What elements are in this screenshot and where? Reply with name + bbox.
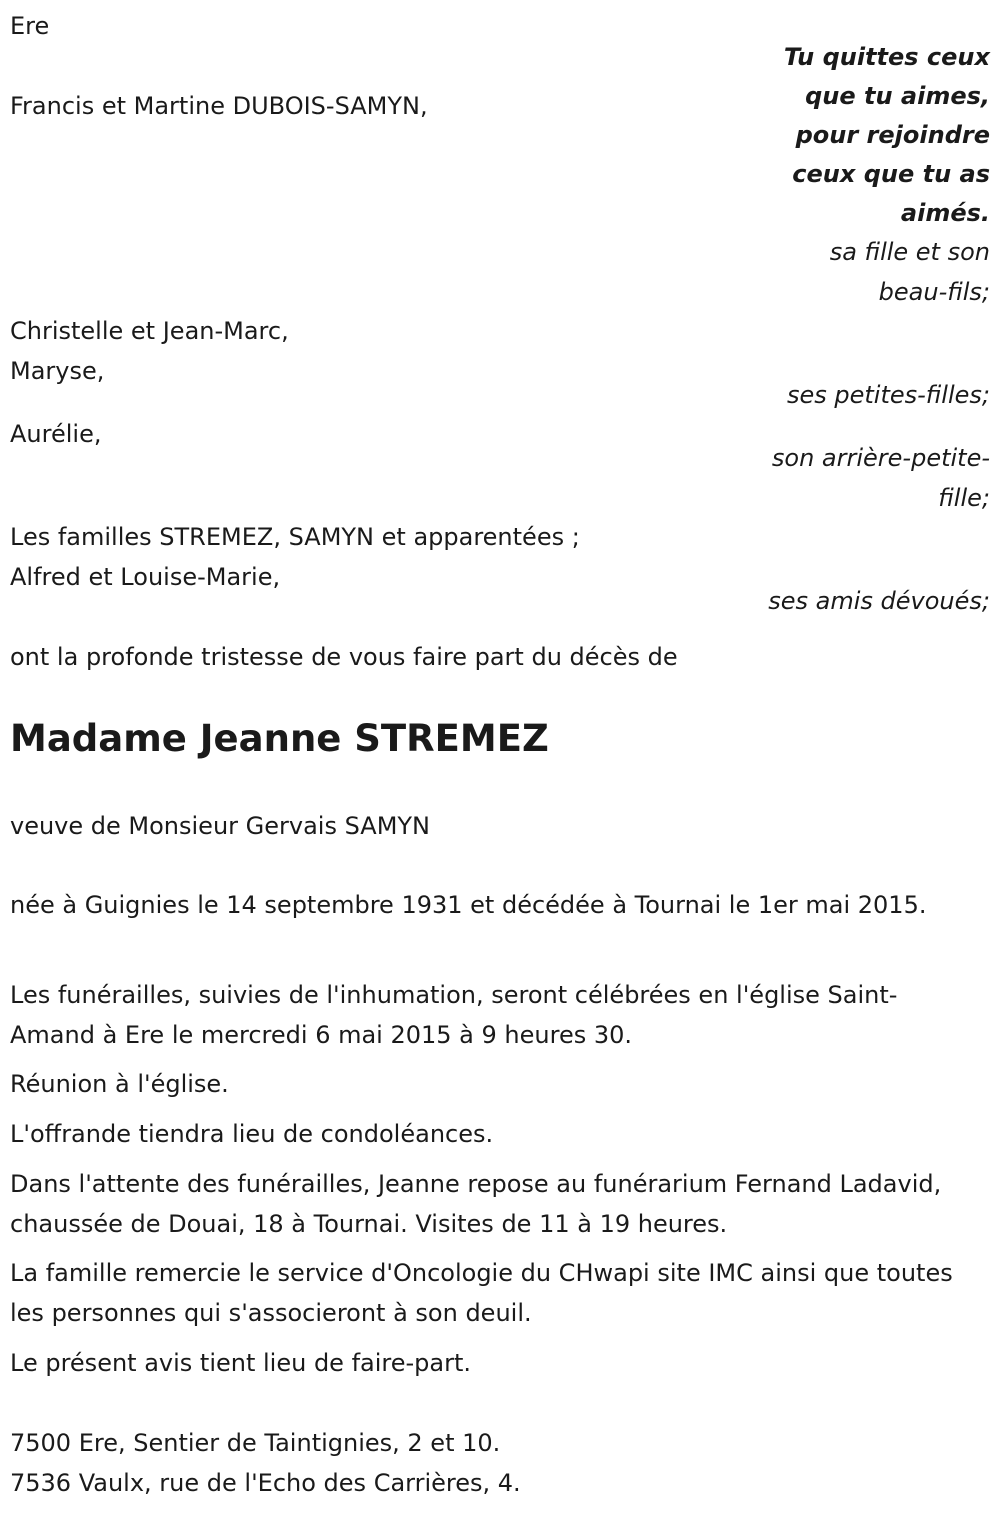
verse-line: pour rejoindre — [795, 121, 990, 149]
birth-death: née à Guignies le 14 septembre 1931 et décédée à Tournai le 1er mai 2015. — [10, 891, 927, 919]
meeting-info: Réunion à l'église. — [10, 1070, 229, 1098]
friends-names: Alfred et Louise-Marie, — [10, 563, 281, 591]
friends-relation: ses amis dévoués; — [768, 587, 990, 615]
viewing-info: Dans l'attente des funérailles, Jeanne repose au funérarium Fernand Ladavid, chaussée de Douai, 18 à Tournai. Visites de 11 à 19 heures. — [10, 1170, 942, 1238]
offering-info: L'offrande tiendra lieu de condoléances. — [10, 1120, 494, 1148]
notice: Le présent avis tient lieu de faire-part. — [10, 1349, 472, 1377]
epitaph-verse — [750, 38, 990, 233]
great-granddaughter-relation: son arrière-petite- — [771, 444, 990, 472]
verse-line: que tu aimes, — [805, 82, 990, 110]
funeral-info: Les funérailles, suivies de l'inhumation, seront célébrées en l'église Saint-Amand à Ere le mercredi 6 mai 2015 à 9 heures 30. — [10, 981, 898, 1049]
verse-line: ceux que tu as — [792, 160, 990, 188]
verse-line: aimés. — [900, 199, 990, 227]
verse-line: Tu quittes ceux — [783, 43, 990, 71]
daughter-relation-cont: beau-fils; — [878, 278, 990, 306]
thanks-info: La famille remercie le service d'Oncologie du CHwapi site IMC ainsi que toutes les personnes qui s'associeront à son deuil. — [10, 1259, 953, 1327]
address-line: 7500 Ere, Sentier de Taintignies, 2 et 10. — [10, 1429, 501, 1457]
daughter-names: Francis et Martine DUBOIS-SAMYN, — [10, 92, 428, 120]
daughter-relation: sa fille et son — [829, 238, 990, 266]
widow-of: veuve de Monsieur Gervais SAMYN — [10, 812, 431, 840]
families-line: Les familles STREMEZ, SAMYN et apparentées ; — [10, 523, 580, 551]
great-granddaughter-name: Aurélie, — [10, 420, 102, 448]
locality: Ere — [10, 12, 50, 40]
granddaughter-name: Maryse, — [10, 357, 105, 385]
great-granddaughter-relation-cont: fille; — [938, 484, 990, 512]
deceased-name: Madame Jeanne STREMEZ — [10, 717, 549, 760]
granddaughter-name: Christelle et Jean-Marc, — [10, 317, 289, 345]
address-line: 7536 Vaulx, rue de l'Echo des Carrières, 4. — [10, 1469, 521, 1497]
announcement: ont la profonde tristesse de vous faire part du décès de — [10, 643, 678, 671]
granddaughters-relation: ses petites-filles; — [786, 381, 990, 409]
